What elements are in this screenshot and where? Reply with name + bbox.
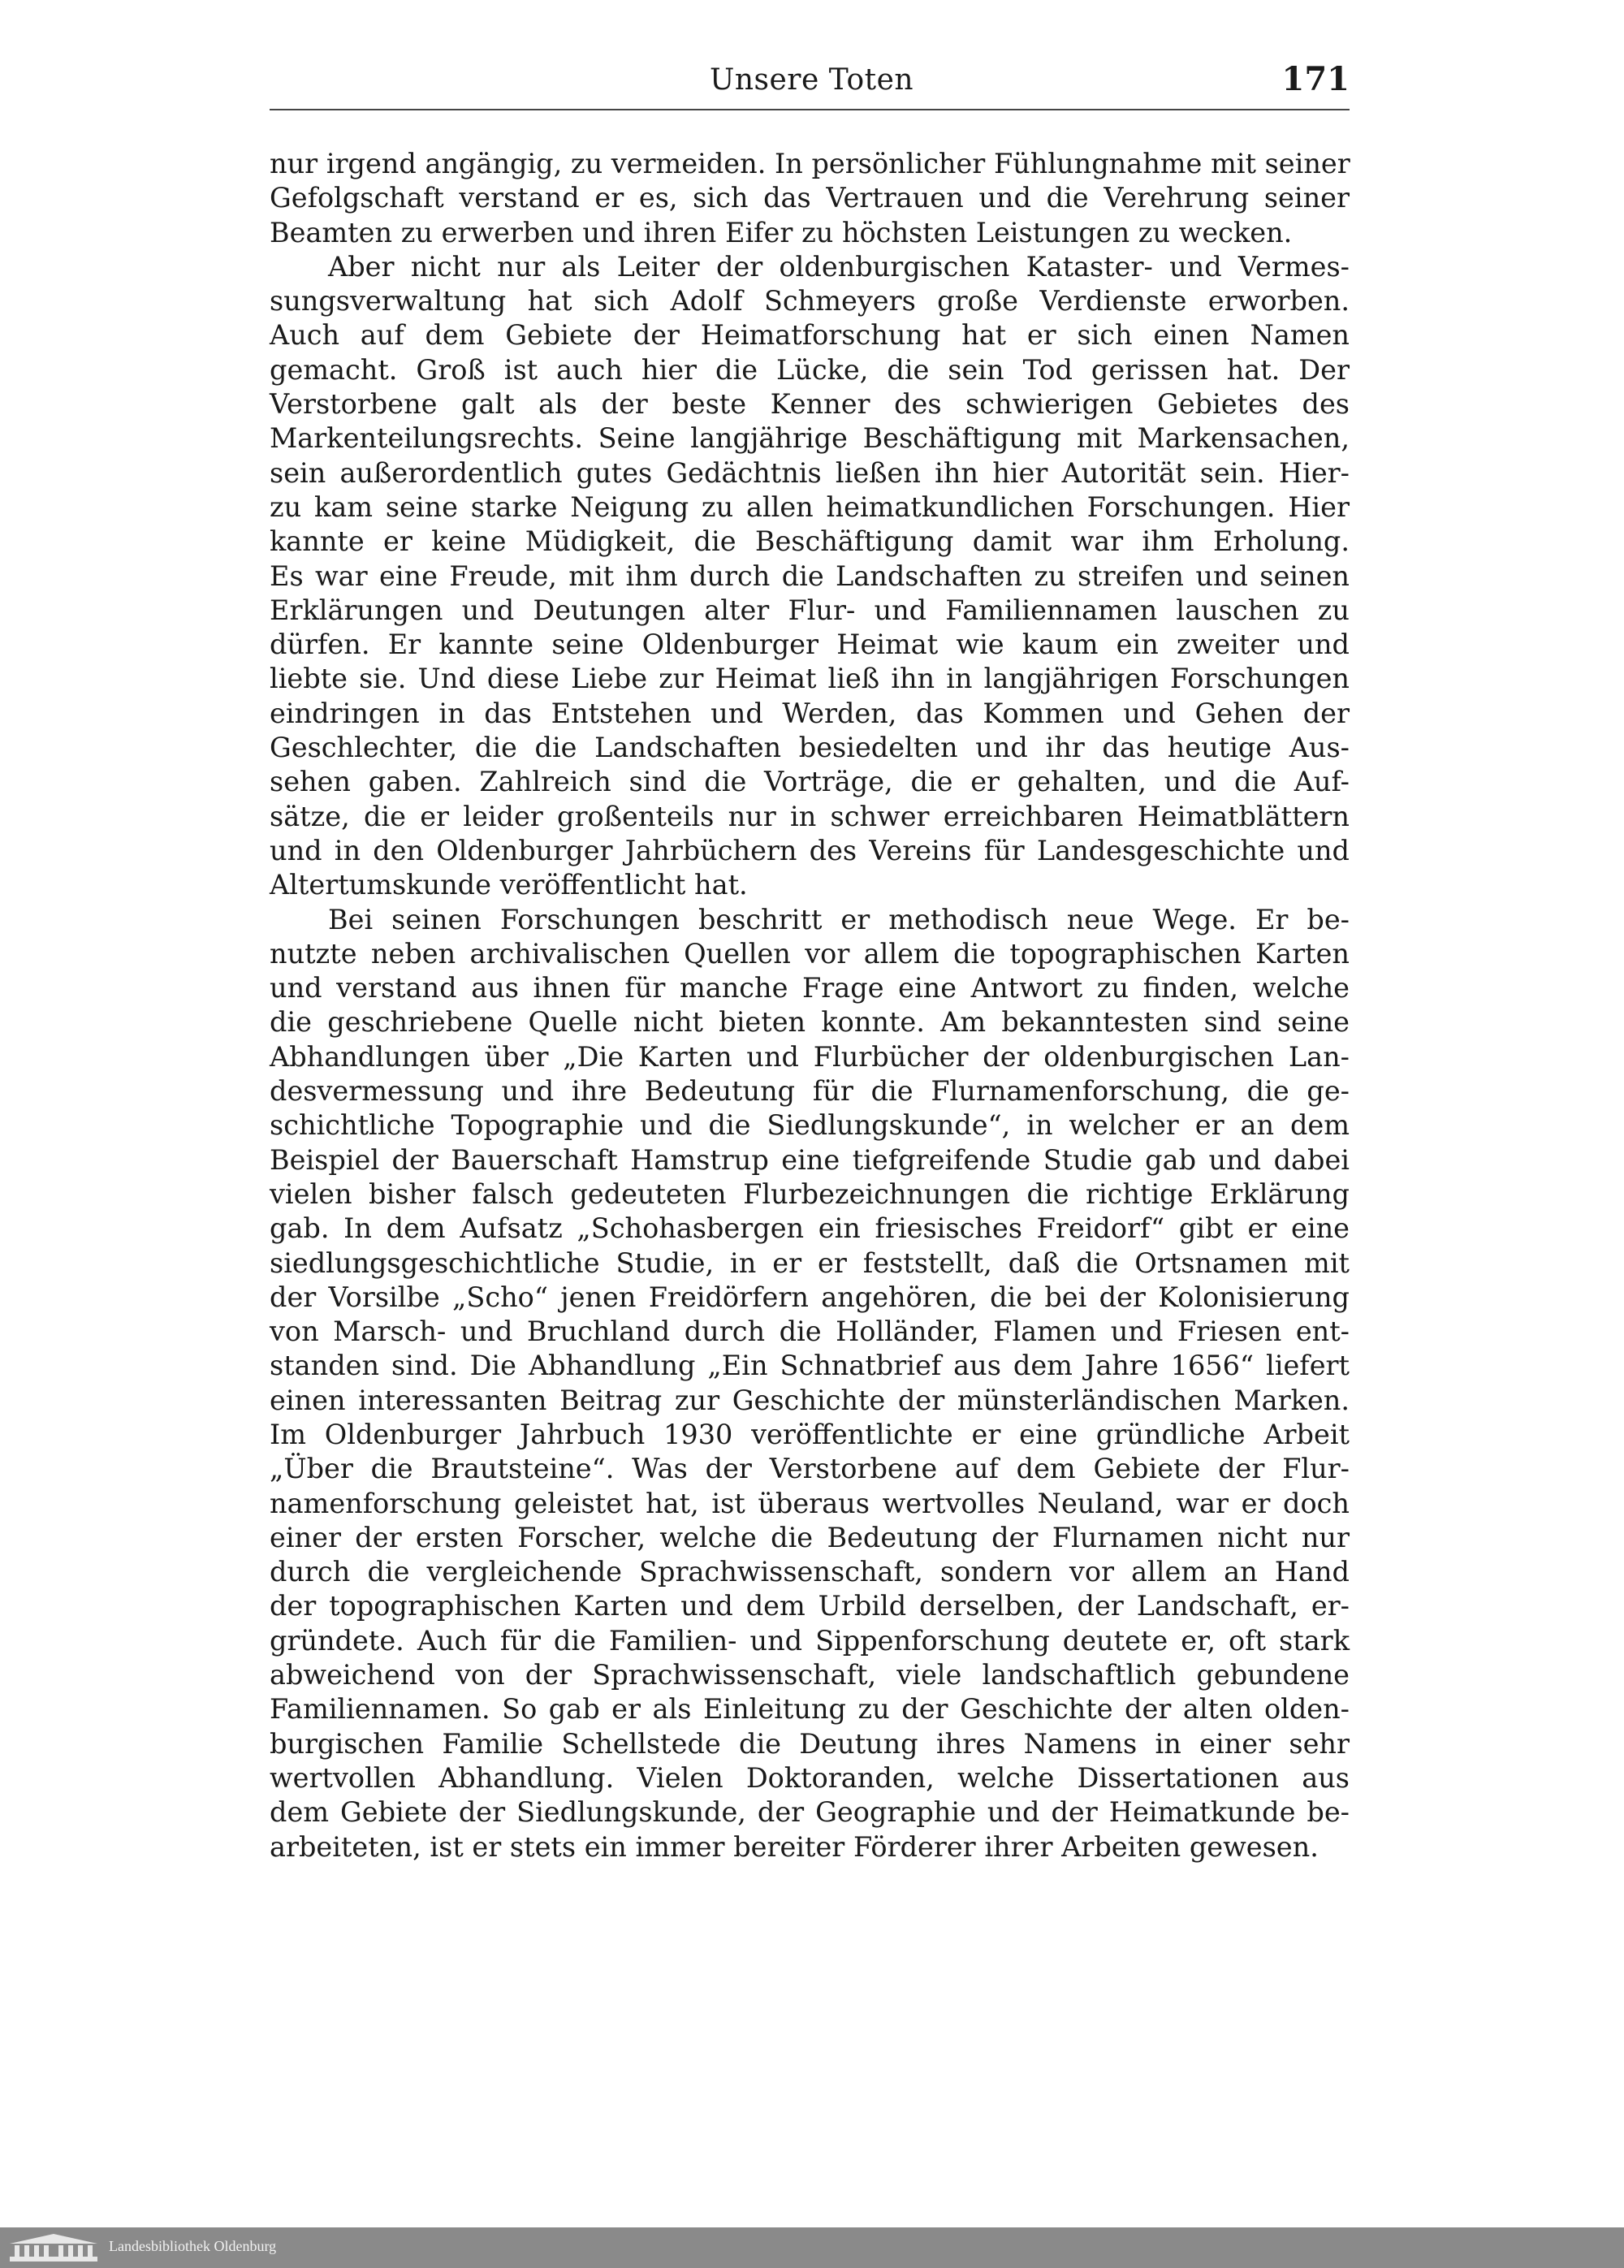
- text-line: gab. In dem Aufsatz „Schohasbergen ein friesisches Freidorf“ gibt er eine: [270, 1212, 1350, 1245]
- text-line: vielen bisher falsch gedeuteten Flurbezeichnungen die richtige Erklärung: [270, 1177, 1350, 1210]
- text-line: sehen gaben. Zahlreich sind die Vorträge, die er gehalten, und die Auf-: [270, 766, 1350, 798]
- text-line: schichtliche Topographie und die Siedlungskunde“, in welcher er an dem: [270, 1109, 1350, 1142]
- library-label: Landesbibliothek Oldenburg: [109, 2238, 277, 2254]
- text-line: von Marsch- und Bruchland durch die Holländer, Flamen und Friesen ent-: [270, 1315, 1350, 1348]
- paragraph: [270, 250, 1350, 903]
- paragraph: [270, 147, 1350, 250]
- text-line: zu kam seine starke Neigung zu allen heimatkundlichen Forschungen. Hier: [270, 490, 1350, 523]
- text-line: der Vorsilbe „Scho“ jenen Freidörfern angehören, die bei der Kolonisierung: [270, 1281, 1350, 1313]
- text-line: Gefolgschaft verstand er es, sich das Vertrauen und die Verehrung seiner: [270, 182, 1350, 214]
- text-line: arbeiteten, ist er stets ein immer bereiter Förderer ihrer Arbeiten gewesen.: [270, 1830, 1319, 1863]
- paragraph: [270, 903, 1350, 1864]
- text-line: siedlungsgeschichtliche Studie, in er er feststellt, daß die Ortsnamen mit: [270, 1246, 1350, 1279]
- text-line: einer der ersten Forscher, welche die Bedeutung der Flurnamen nicht nur: [270, 1521, 1350, 1553]
- body-text: [270, 147, 1350, 1864]
- footer-bar: [0, 2227, 1624, 2268]
- running-title: Unsere Toten: [710, 63, 914, 97]
- text-line: Geschlechter, die die Landschaften besiedelten und ihr das heutige Aus-: [270, 732, 1350, 764]
- text-line: Erklärungen und Deutungen alter Flur- und Familiennamen lauschen zu: [270, 594, 1350, 626]
- text-line: „Über die Brautsteine“. Was der Verstorbene auf dem Gebiete der Flur-: [270, 1453, 1350, 1485]
- text-line: liebte sie. Und diese Liebe zur Heimat ließ ihn in langjährigen Forschungen: [270, 663, 1350, 695]
- text-line: Familiennamen. So gab er als Einleitung zu der Geschichte der alten olden-: [270, 1693, 1350, 1726]
- text-line: kannte er keine Müdigkeit, die Beschäftigung damit war ihm Erholung.: [270, 525, 1350, 558]
- text-line: sungsverwaltung hat sich Adolf Schmeyers große Verdienste erworben.: [270, 285, 1350, 318]
- text-line: gründete. Auch für die Familien- und Sippenforschung deutete er, oft stark: [270, 1624, 1350, 1657]
- text-line: sätze, die er leider großenteils nur in schwer erreichbaren Heimatblättern: [270, 800, 1350, 832]
- text-line: Markenteilungsrechts. Seine langjährige Beschäftigung mit Markensachen,: [270, 422, 1350, 455]
- text-line: dürfen. Er kannte seine Oldenburger Heimat wie kaum ein zweiter und: [270, 629, 1350, 661]
- text-line: Abhandlungen über „Die Karten und Flurbücher der oldenburgischen Lan-: [270, 1040, 1350, 1073]
- text-line: Beispiel der Bauerschaft Hamstrup eine tiefgreifende Studie gab und dabei: [270, 1143, 1350, 1176]
- text-line: Auch auf dem Gebiete der Heimatforschung hat er sich einen Namen: [270, 319, 1350, 352]
- page-header: [270, 57, 1350, 110]
- text-line: namenforschung geleistet hat, ist überaus wertvolles Neuland, war er doch: [270, 1487, 1350, 1519]
- text-line: eindringen in das Entstehen und Werden, das Kommen und Gehen der: [270, 697, 1350, 729]
- page-number: 171: [1281, 60, 1350, 98]
- text-line: Verstorbene galt als der beste Kenner des schwierigen Gebietes des: [270, 388, 1350, 421]
- text-line: einen interessanten Beitrag zur Geschichte der münsterländischen Marken.: [270, 1384, 1350, 1416]
- text-line: Im Oldenburger Jahrbuch 1930 veröffentlichte er eine gründliche Arbeit: [270, 1418, 1350, 1450]
- text-line: der topographischen Karten und dem Urbild derselben, der Landschaft, er-: [270, 1590, 1350, 1622]
- text-line: Bei seinen Forschungen beschritt er methodisch neue Wege. Er be-: [328, 903, 1350, 935]
- text-line: burgischen Familie Schellstede die Deutung ihres Namens in einer sehr: [270, 1727, 1350, 1760]
- text-line: abweichend von der Sprachwissenschaft, viele landschaftlich gebundene: [270, 1659, 1350, 1691]
- text-line: Beamten zu erwerben und ihren Eifer zu höchsten Leistungen zu wecken.: [270, 216, 1293, 248]
- text-line: Es war eine Freude, mit ihm durch die Landschaften zu streifen und seinen: [270, 559, 1350, 592]
- text-line: die geschriebene Quelle nicht bieten konnte. Am bekanntesten sind seine: [270, 1006, 1350, 1039]
- text-line: standen sind. Die Abhandlung „Ein Schnatbrief aus dem Jahre 1656“ liefert: [270, 1350, 1350, 1382]
- text-line: und verstand aus ihnen für manche Frage eine Antwort zu finden, welche: [270, 972, 1350, 1004]
- library-building-icon: [8, 2232, 99, 2263]
- text-line: sein außerordentlich gutes Gedächtnis ließen ihn hier Autorität sein. Hier-: [270, 456, 1350, 489]
- text-line: durch die vergleichende Sprachwissenschaft, sondern vor allem an Hand: [270, 1556, 1350, 1588]
- text-line: nutzte neben archivalischen Quellen vor allem die topographischen Karten: [270, 937, 1350, 970]
- text-line: gemacht. Groß ist auch hier die Lücke, die sein Tod gerissen hat. Der: [270, 353, 1350, 386]
- text-line: Aber nicht nur als Leiter der oldenburgischen Kataster- und Vermes-: [328, 250, 1350, 283]
- text-line: wertvollen Abhandlung. Vielen Doktoranden, welche Dissertationen aus: [270, 1761, 1350, 1794]
- text-line: Altertumskunde veröffentlicht hat.: [270, 869, 748, 901]
- text-line: dem Gebiete der Siedlungskunde, der Geographie und der Heimatkunde be-: [270, 1796, 1350, 1829]
- text-line: und in den Oldenburger Jahrbüchern des Vereins für Landesgeschichte und: [270, 834, 1350, 866]
- text-line: nur irgend angängig, zu vermeiden. In persönlicher Fühlungnahme mit seiner: [270, 148, 1350, 179]
- text-line: desvermessung und ihre Bedeutung für die Flurnamenforschung, die ge-: [270, 1075, 1350, 1108]
